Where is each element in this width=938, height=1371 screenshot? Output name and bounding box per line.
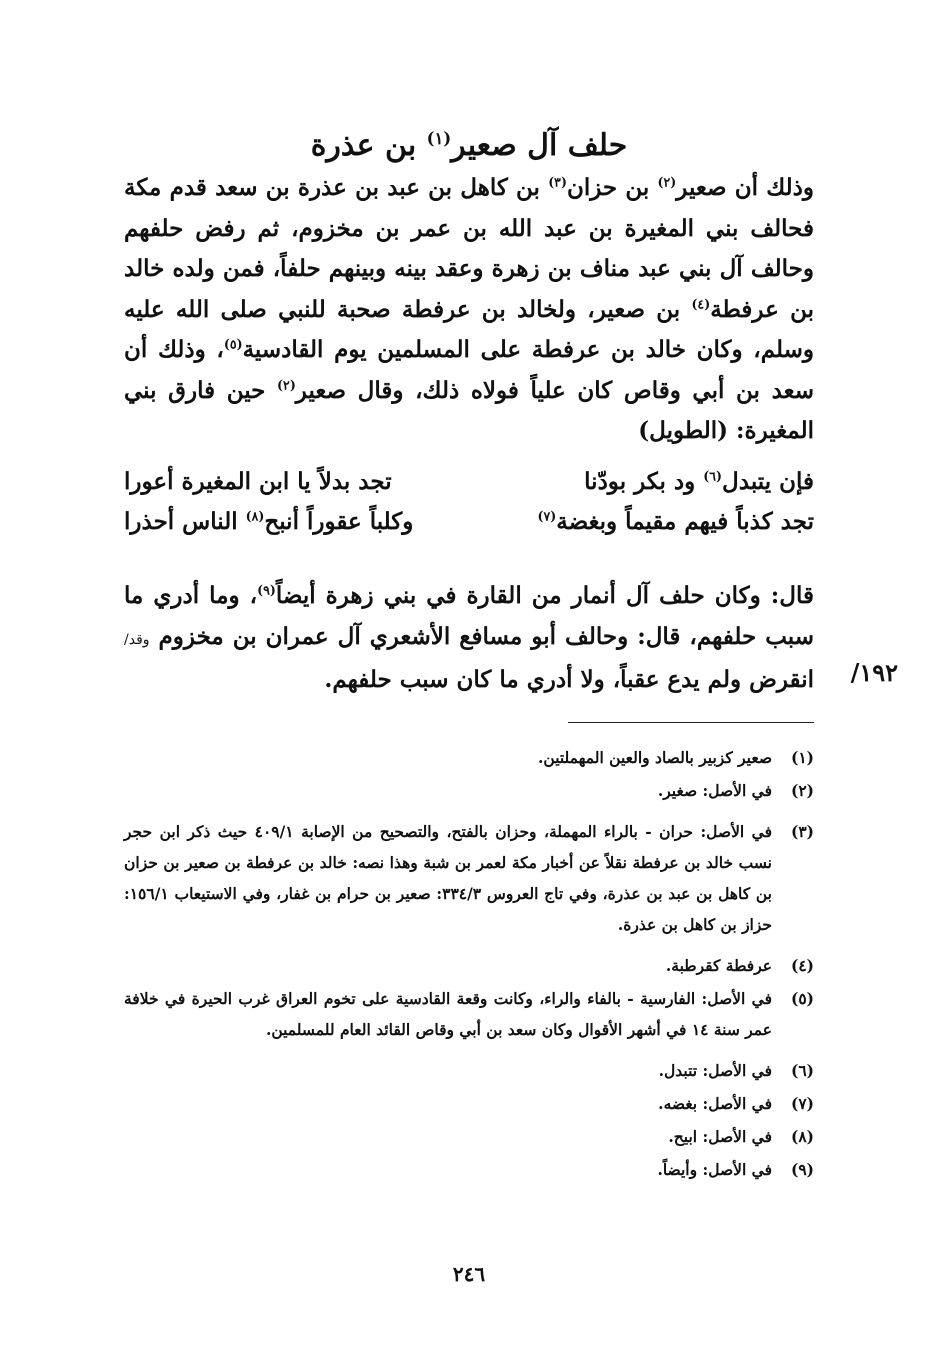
footnote-item <box>124 950 814 981</box>
footnote-item <box>124 775 814 806</box>
footnote-ref: (٥) <box>223 336 243 352</box>
footnote-ref: (٢) <box>277 376 296 392</box>
verse-text: الناس أحذرا <box>124 508 246 535</box>
footnote-number: (٧) <box>790 1094 814 1113</box>
verse-text: ود بكر بودّنا <box>584 468 704 495</box>
main-text-segment: بن كاهل بن عبد بن عذرة بن سعد قدم مكة فحالف بني المغيرة بن عبد الله بن عمر بن مخزوم، ثم رفض حلفهم وحالف آل بني عبد مناف بن زهرة وعقد بينه وبينهم حلفاً، فمن ولده خالد بن عرفطة <box>124 174 814 323</box>
footnotes <box>124 742 814 1187</box>
footnote-ref: (٨) <box>245 508 265 524</box>
footnote-number: (٥) <box>790 989 814 1008</box>
footnote-number: (٣) <box>790 822 814 841</box>
footnote-item <box>124 1154 814 1185</box>
footnote-ref: (٧) <box>537 508 557 524</box>
footnote-item <box>124 983 814 1045</box>
footnote-text: في الأصل: الفارسية - بالفاء والراء، وكانت وقعة القادسية على تخوم العراق غرب الحيرة في خلافة عمر سنة ١٤ في أشهر الأقوال وكان سعد بن أبي وقاص القائد العام للمسلمين. <box>124 989 772 1039</box>
verse-text: فإن يتبدل <box>722 468 814 495</box>
footnote-item <box>124 742 814 773</box>
footnote-ref: (٩) <box>257 582 276 598</box>
footnote-ref: (٤) <box>691 295 711 311</box>
footnote-ref: (٢) <box>657 174 677 190</box>
second-paragraph <box>124 576 814 701</box>
main-text-segment: ، وذلك أن سعد بن أبي وقاص كان علياً فولاه ذلك، وقال صعير <box>124 336 815 404</box>
para-text-segment: ، وما أدري ما سبب حلفهم، قال: وحالف أبو مسافع الأشعري آل عمران بن مخزوم <box>124 582 814 650</box>
para-text-segment: قال: وكان حلف آل أنمار من القارة في بني زهرة أيضاً <box>275 582 814 609</box>
page-title <box>0 128 938 163</box>
margin-page-reference: ١٩٢/ <box>850 658 898 687</box>
verse-text: وكلباً عقوراً أنبح <box>264 508 414 535</box>
main-text-segment: بن حزان <box>566 174 658 201</box>
footnote-number: (٦) <box>790 1061 814 1080</box>
title-footnote-ref: (١) <box>426 129 452 149</box>
title-text: حلف آل صعير <box>451 128 628 164</box>
verse-first-hemistich <box>538 502 814 542</box>
footnote-text: في الأصل: حران - بالراء المهملة، وحزان بالفتح، والتصحيح من الإصابة ٤٠٩/١ حيث ذكر ابن حجر نسب خالد بن عرفطة نقلاً عن أخبار مكة لعمر بن شبة وهذا نصه: خالد بن عرفطة بن صعير بن حزان بن كاهل بن عبد بن عذرة، وفي تاج العروس ٣٣٤/٣: صعير بن حرام بن غفار، وفي الاستيعاب ١٥٦/١: حزاز بن كاهل بن عذرة. <box>124 822 772 934</box>
footnote-text: في الأصل: بغضه. <box>658 1094 772 1113</box>
footnote-item <box>124 1088 814 1119</box>
verse-first-hemistich <box>584 462 814 502</box>
poem <box>124 462 814 542</box>
footnote-text: في الأصل: وأيضاً. <box>657 1160 772 1179</box>
para-text-segment: انقرض ولم يدع عقباً، ولا أدري ما كان سبب حلفهم. <box>324 666 814 693</box>
footnote-number: (٢) <box>790 781 814 800</box>
footnote-number: (٤) <box>790 956 814 975</box>
footnote-item <box>124 816 814 940</box>
page-number: ٢٤٦ <box>452 1262 486 1286</box>
verse-line <box>124 462 814 502</box>
main-text-segment: وذلك أن صعير <box>676 174 814 201</box>
footnote-text: عرفطة كقرطبة. <box>665 956 772 975</box>
footnote-text: في الأصل: تتبدل. <box>658 1061 772 1080</box>
footnote-text: في الأصل: صغير. <box>657 781 772 800</box>
footnote-item <box>124 1121 814 1152</box>
footnote-ref: (٣) <box>548 174 567 190</box>
verse-second-hemistich: تجد بدلاً يا ابن المغيرة أعورا <box>124 468 392 495</box>
footnote-number: (٩) <box>790 1160 814 1179</box>
verse-line <box>124 502 814 542</box>
footnote-number: (٨) <box>790 1127 814 1146</box>
main-paragraph <box>124 168 814 452</box>
title-text-end: بن عذرة <box>310 128 427 164</box>
main-text-segment: حين فارق بني المغيرة: (الطويل) <box>124 376 814 444</box>
footnote-text: صعير كزبير بالصاد والعين المهملتين. <box>538 748 772 767</box>
footnote-item <box>124 1055 814 1086</box>
footnote-ref: (٦) <box>703 468 723 484</box>
main-text-segment: بن صعير، ولخالد بن عرفطة صحبة للنبي صلى الله عليه وسلم، وكان خالد بن عرفطة على المسلمين يوم القادسية <box>124 295 814 363</box>
verse-second-hemistich <box>124 502 413 542</box>
volume-marker: وقد/ <box>124 631 150 648</box>
footnote-number: (١) <box>790 748 814 767</box>
verse-text: تجد كذباً فيهم مقيماً وبغضة <box>556 508 814 535</box>
footnote-text: في الأصل: ابيح. <box>668 1127 772 1146</box>
footnote-divider <box>568 722 814 723</box>
